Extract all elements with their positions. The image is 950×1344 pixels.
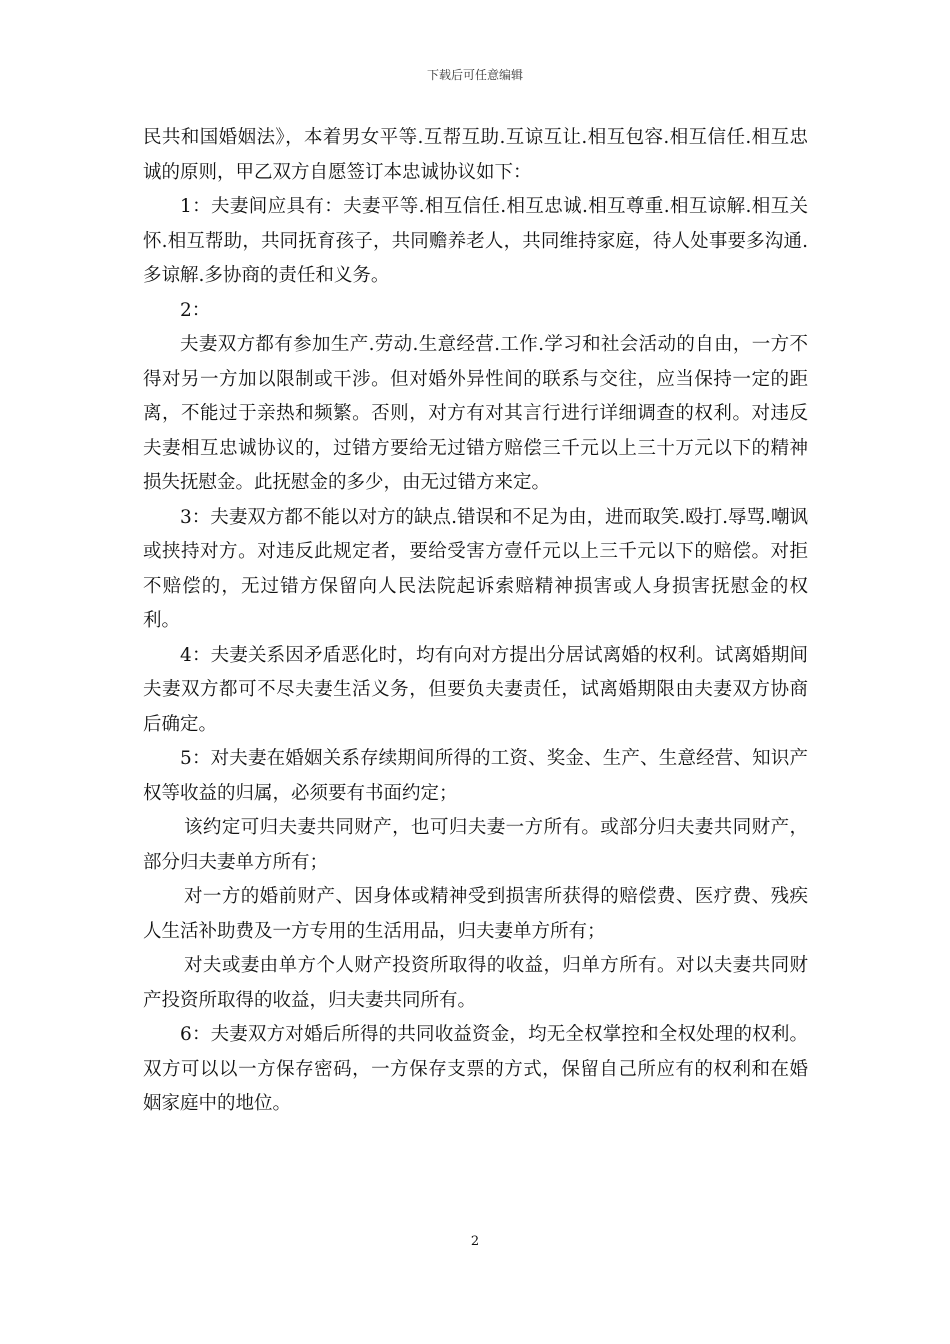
paragraph-clause-5-b: 对一方的婚前财产、因身体或精神受到损害所获得的赔偿费、医疗费、残疾人生活补助费及一方专用的生活用品，归夫妻单方所有；: [143, 886, 808, 942]
paragraph-clause-5-a: 该约定可归夫妻共同财产，也可归夫妻一方所有。或部分归夫妻共同财产，部分归夫妻单方所有；: [143, 817, 808, 873]
paragraph-clause-4: 4：夫妻关系因矛盾恶化时，均有向对方提出分居试离婚的权利。试离婚期间夫妻双方都可不尽夫妻生活义务，但要负夫妻责任，试离婚期限由夫妻双方协商后确定。: [143, 644, 808, 735]
paragraph-clause-2-heading: 2：: [180, 299, 211, 321]
paragraph-clause-5-c: 对夫或妻由单方个人财产投资所取得的收益，归单方所有。对以夫妻共同财产投资所取得的收益，归夫妻共同所有。: [143, 955, 808, 1011]
paragraph-clause-6: 6：夫妻双方对婚后所得的共同收益资金，均无全权掌控和全权处理的权利。双方可以以一方保存密码，一方保存支票的方式，保留自己所应有的权利和在婚姻家庭中的地位。: [143, 1024, 808, 1114]
paragraph-clause-2-body: 夫妻双方都有参加生产.劳动.生意经营.工作.学习和社会活动的自由，一方不得对另一方加以限制或干涉。但对婚外异性间的联系与交往，应当保持一定的距离，不能过于亲热和频繁。否则，对方有对其言行进行详细调查的权利。对违反夫妻相互忠诚协议的，过错方要给无过错方赔偿三千元以上三十万元以下的精神损失抚慰金。此抚慰金的多少，由无过错方来定。: [143, 334, 808, 493]
paragraph-clause-1: 1：夫妻间应具有：夫妻平等.相互信任.相互忠诚.相互尊重.相互谅解.相互关怀.相互帮助，共同抚育孩子，共同赡养老人，共同维持家庭，待人处事要多沟通.多谅解.多协商的责任和义务。: [143, 196, 808, 286]
paragraph-clause-5: 5：对夫妻在婚姻关系存续期间所得的工资、奖金、生产、生意经营、知识产权等收益的归属，必须要有书面约定；: [143, 748, 808, 804]
paragraph-clause-3: 3：夫妻双方都不能以对方的缺点.错误和不足为由，进而取笑.殴打.辱骂.嘲讽或挟持对方。对违反此规定者，要给受害方壹仟元以上三千元以下的赔偿。对拒不赔偿的，无过错方保留向人民法院起诉索赔精神损害或人身损害抚慰金的权利。: [143, 506, 808, 631]
page-number: 2: [470, 1234, 480, 1249]
document-body: [143, 121, 808, 1122]
page-header: 下载后可任意编辑: [426, 68, 523, 82]
paragraph-intro: 民共和国婚姻法》，本着男女平等.互帮互助.互谅互让.相互包容.相互信任.相互忠诚的原则，甲乙双方自愿签订本忠诚协议如下：: [143, 127, 808, 183]
